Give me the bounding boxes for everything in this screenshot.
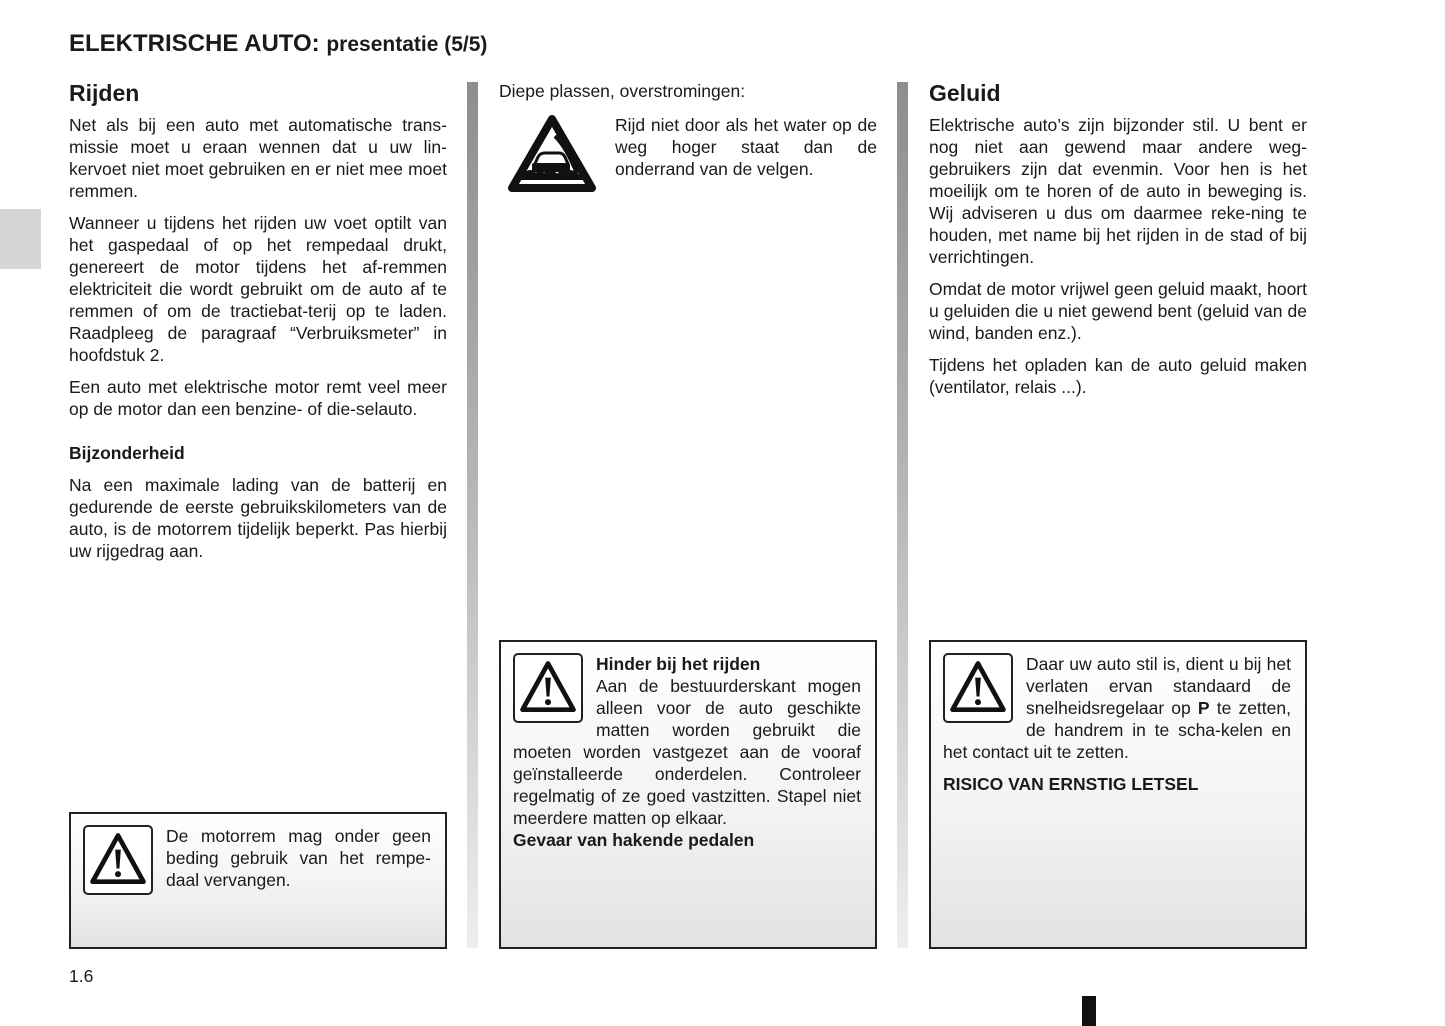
warning-title: Hinder bij het rijden <box>596 654 761 674</box>
warning-text: Aan de bestuurderskant mogen alleen voor de auto geschikte matten worden gebruikt die moeten worden vastgezet aan de vooraf geïnstalleerde onderdelen. Controleer regelmatig of ze goed vastzitten. Stapel niet meerdere matten op elkaar. <box>513 676 861 828</box>
warning-text: De motorrem mag onder geen beding gebruik van het rempe-daal vervangen. <box>166 826 431 890</box>
paragraph: Na een maximale lading van de batterij en gedurende de eerste gebruikskilometers van de auto, is de motorrem tijdelijk beperkt. Pas hierbij uw rijgedrag aan. <box>69 475 447 561</box>
title-main: ELEKTRISCHE AUTO: <box>69 30 320 57</box>
flood-intro: Diepe plassen, overstromingen: <box>499 81 746 101</box>
paragraph: Omdat de motor vrijwel geen geluid maakt, hoort u geluiden die u niet gewend bent (geluid van de wind, banden enz.). <box>929 279 1307 343</box>
column-rijden <box>69 82 447 572</box>
paragraph: Tijdens het opladen kan de auto geluid maken (ventilator, relais ...). <box>929 355 1307 397</box>
column-divider-right <box>897 82 908 948</box>
warning-triangle-icon <box>513 653 583 723</box>
flood-warning-icon <box>507 114 597 194</box>
flood-text: Rijd niet door als het water op de weg hoger staat dan de onderrand van de velgen. <box>615 115 877 179</box>
chapter-tab <box>0 209 41 269</box>
warning-triangle-icon <box>83 825 153 895</box>
flood-warning <box>499 114 877 194</box>
column-water <box>499 82 877 194</box>
page-title <box>69 30 487 58</box>
warning-risk: RISICO VAN ERNSTIG LETSEL <box>943 774 1199 794</box>
section-heading-geluid: Geluid <box>929 80 1001 106</box>
warning-text-after: te zetten, de handrem in te scha-kelen en het contact uit te zetten. <box>943 698 1291 762</box>
paragraph: Wanneer u tijdens het rijden uw voet optilt van het gaspedaal of op het rempedaal drukt, genereert de motor tijdens het af-remmen elektriciteit die wordt gebruikt om de auto af te remmen of om de tractiebat-terij op te laden. Raadpleeg de paragraaf “Verbruiksmeter” in hoofdstuk 2. <box>69 213 447 365</box>
gear-p-label: P <box>1197 698 1210 718</box>
warning-footer: Gevaar van hakende pedalen <box>513 830 755 850</box>
end-marker <box>1082 996 1096 1026</box>
warning-box-stilstaan <box>929 640 1307 949</box>
column-geluid <box>929 82 1307 408</box>
section-heading-rijden: Rijden <box>69 80 140 106</box>
warning-triangle-icon <box>943 653 1013 723</box>
subheading-bijzonderheid: Bijzonderheid <box>69 443 185 463</box>
warning-text-before: Daar uw auto stil is, dient u bij het verlaten ervan standaard de snelheidsregelaar op <box>1026 654 1291 718</box>
paragraph: Elektrische auto’s zijn bijzonder stil. U bent er nog niet aan gewend maar andere weg-gebruikers zijn dat evenmin. Voor hen is het moeilijk om te horen of de auto in beweging is. Wij adviseren u dus om daarmee reke-ning te houden, met name bij het rijden in de stad of bij verrichtingen. <box>929 115 1307 267</box>
page-number: 1.6 <box>69 966 94 986</box>
paragraph: Een auto met elektrische motor remt veel meer op de motor dan een benzine- of die-selauto. <box>69 377 447 419</box>
warning-box-motorrem <box>69 812 447 949</box>
paragraph: Net als bij een auto met automatische trans-missie moet u eraan wennen dat u uw lin-kervoet niet moet gebruiken en er niet mee moet remmen. <box>69 115 447 201</box>
column-divider-left <box>467 82 478 948</box>
title-sub: presentatie (5/5) <box>326 33 488 56</box>
warning-box-matten <box>499 640 877 949</box>
